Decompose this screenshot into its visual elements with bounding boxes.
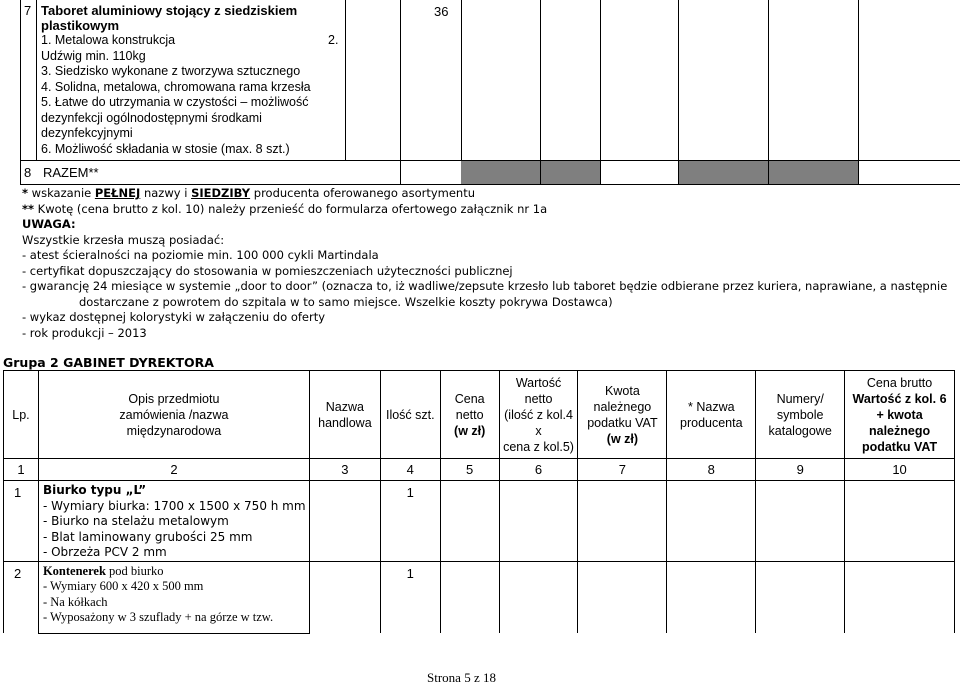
- cell: [756, 561, 845, 633]
- note-line: - rok produkcji – 2013: [22, 325, 147, 340]
- header-vat-amount: Kwota należnego podatku VAT (w zł): [578, 371, 667, 459]
- cell: [667, 561, 756, 633]
- note-producer: * wskazanie PEŁNEJ nazwy i SIEDZIBY producenta oferowanego asortymentu: [22, 186, 476, 200]
- cell: [499, 481, 578, 562]
- gray-cell: [769, 161, 858, 184]
- spec-line: 1. Metalowa konstrukcja: [41, 33, 176, 47]
- row-lp: 2: [4, 561, 39, 633]
- spec-line: 5. Łatwe do utrzymania w czystości – możliwość: [41, 95, 309, 109]
- cell: [845, 561, 955, 633]
- column-number-row: [4, 459, 955, 481]
- spec-line-suffix: 2.: [328, 33, 339, 47]
- cell: [499, 561, 578, 633]
- item-title: Biurko typu „L”: [42, 483, 147, 497]
- spec-line: Udźwig min. 110kg: [41, 48, 146, 63]
- gray-cell: [461, 161, 540, 184]
- table-row: [4, 561, 955, 633]
- header-quantity: Ilość szt.: [380, 371, 440, 459]
- column-number: 2: [38, 459, 309, 481]
- row7-description: [41, 3, 341, 157]
- row-description: [38, 561, 309, 633]
- spec-line: 6. Możliwość składania w stosie (max. 8 szt.): [41, 141, 290, 156]
- row-quantity: 1: [380, 561, 440, 633]
- spec-line: - Wyposażony w 3 szuflady + na górze w tzw.: [42, 610, 274, 624]
- column-number: 8: [667, 459, 756, 481]
- note-line: dostarczane z powrotem do szpitala w to samo miejsce. Wszelkie koszty pokrywa Dostawca): [79, 294, 613, 309]
- warning-heading: UWAGA:: [22, 217, 76, 231]
- cell: [309, 481, 380, 562]
- cell: [845, 481, 955, 562]
- cell: [440, 481, 499, 562]
- spec-line: - Biurko na stelażu metalowym: [42, 514, 229, 528]
- note-amount: ** Kwotę (cena brutto z kol. 10) należy przenieść do formularza ofertowego załącznik nr 1a: [22, 201, 548, 216]
- group-title: Grupa 2 GABINET DYREKTORA: [3, 355, 214, 370]
- note-line: Wszystkie krzesła muszą posiadać:: [22, 232, 225, 247]
- row-quantity: 1: [380, 481, 440, 562]
- quantity: 36: [434, 4, 449, 19]
- column-number: 5: [440, 459, 499, 481]
- row-lp: 1: [4, 481, 39, 562]
- header-trade-name: Nazwa handlowa: [309, 371, 380, 459]
- notes: [22, 186, 952, 341]
- item-title: Kontenerek: [42, 563, 106, 578]
- spec-line: - Obrzeża PCV 2 mm: [42, 545, 167, 559]
- spec-line: - Na kółkach: [42, 594, 108, 609]
- row-number: 7: [24, 3, 32, 18]
- emphasis-full: PEŁNEJ: [94, 186, 141, 200]
- spec-line: - Blat laminowany grubości 25 mm: [42, 529, 253, 544]
- cell: [440, 561, 499, 633]
- note-line: - atest ścieralności na poziomie min. 100 000 cykli Martindala: [22, 248, 379, 262]
- spec-line: dezynfekcyjnymi: [41, 126, 133, 140]
- spec-line: - Wymiary 600 x 420 x 500 mm: [42, 579, 204, 593]
- cell: [578, 481, 667, 562]
- header-lp: Lp.: [4, 371, 39, 459]
- spec-line: dezynfekcji ogólnodostępnymi środkami: [41, 110, 262, 125]
- item-title: Taboret aluminiowy stojący z siedziskiem plastikowym: [41, 3, 298, 33]
- spec-line: - Wymiary biurka: 1700 x 1500 x 750 h mm: [42, 498, 306, 513]
- column-number: 7: [578, 459, 667, 481]
- emphasis-seat: SIEDZIBY: [191, 186, 251, 200]
- main-table: [3, 370, 955, 634]
- gray-cell: [679, 161, 768, 184]
- header-producer: * Nazwa producenta: [667, 371, 756, 459]
- note-line: - gwarancję 24 miesiące w systemie „door to door” (oznacza to, iż wadliwe/zepsute krzesło lub taboret będzie odbierane przez kuriera, naprawiane, a następnie: [22, 279, 948, 293]
- column-number: 6: [499, 459, 578, 481]
- cell: [667, 481, 756, 562]
- table-row: [4, 481, 955, 562]
- cell: [756, 481, 845, 562]
- column-number: 4: [380, 459, 440, 481]
- header-net-price: Cena netto (w zł): [440, 371, 499, 459]
- cell: [309, 561, 380, 633]
- header-gross-price: Cena brutto Wartość z kol. 6 + kwota należnego podatku VAT: [845, 371, 955, 459]
- spec-line: 3. Siedzisko wykonane z tworzywa sztucznego: [41, 64, 301, 78]
- total-label: RAZEM**: [43, 165, 99, 180]
- note-line: - wykaz dostępnej kolorystyki w załączeniu do oferty: [22, 310, 326, 324]
- cell: [578, 561, 667, 633]
- header-row: [4, 371, 955, 459]
- note-line: - certyfikat dopuszczający do stosowania w pomieszczeniach użyteczności publicznej: [22, 263, 513, 278]
- spec-line: 4. Solidna, metalowa, chromowana rama krzesła: [41, 79, 311, 94]
- header-description: Opis przedmiotu zamówienia /nazwa międzynarodowa: [38, 371, 309, 459]
- header-catalog-numbers: Numery/ symbole katalogowe: [756, 371, 845, 459]
- column-number: 9: [756, 459, 845, 481]
- gray-cell: [541, 161, 600, 184]
- column-number: 3: [309, 459, 380, 481]
- header-net-value: Wartość netto (ilość z kol.4 x cena z kol.5): [499, 371, 578, 459]
- row-description: [38, 481, 309, 562]
- top-table: [20, 0, 960, 186]
- column-number: 10: [845, 459, 955, 481]
- item-title-suffix: pod biurko: [105, 563, 164, 578]
- page-number: Strona 5 z 18: [427, 670, 496, 685]
- column-number: 1: [4, 459, 39, 481]
- row-number: 8: [24, 165, 32, 180]
